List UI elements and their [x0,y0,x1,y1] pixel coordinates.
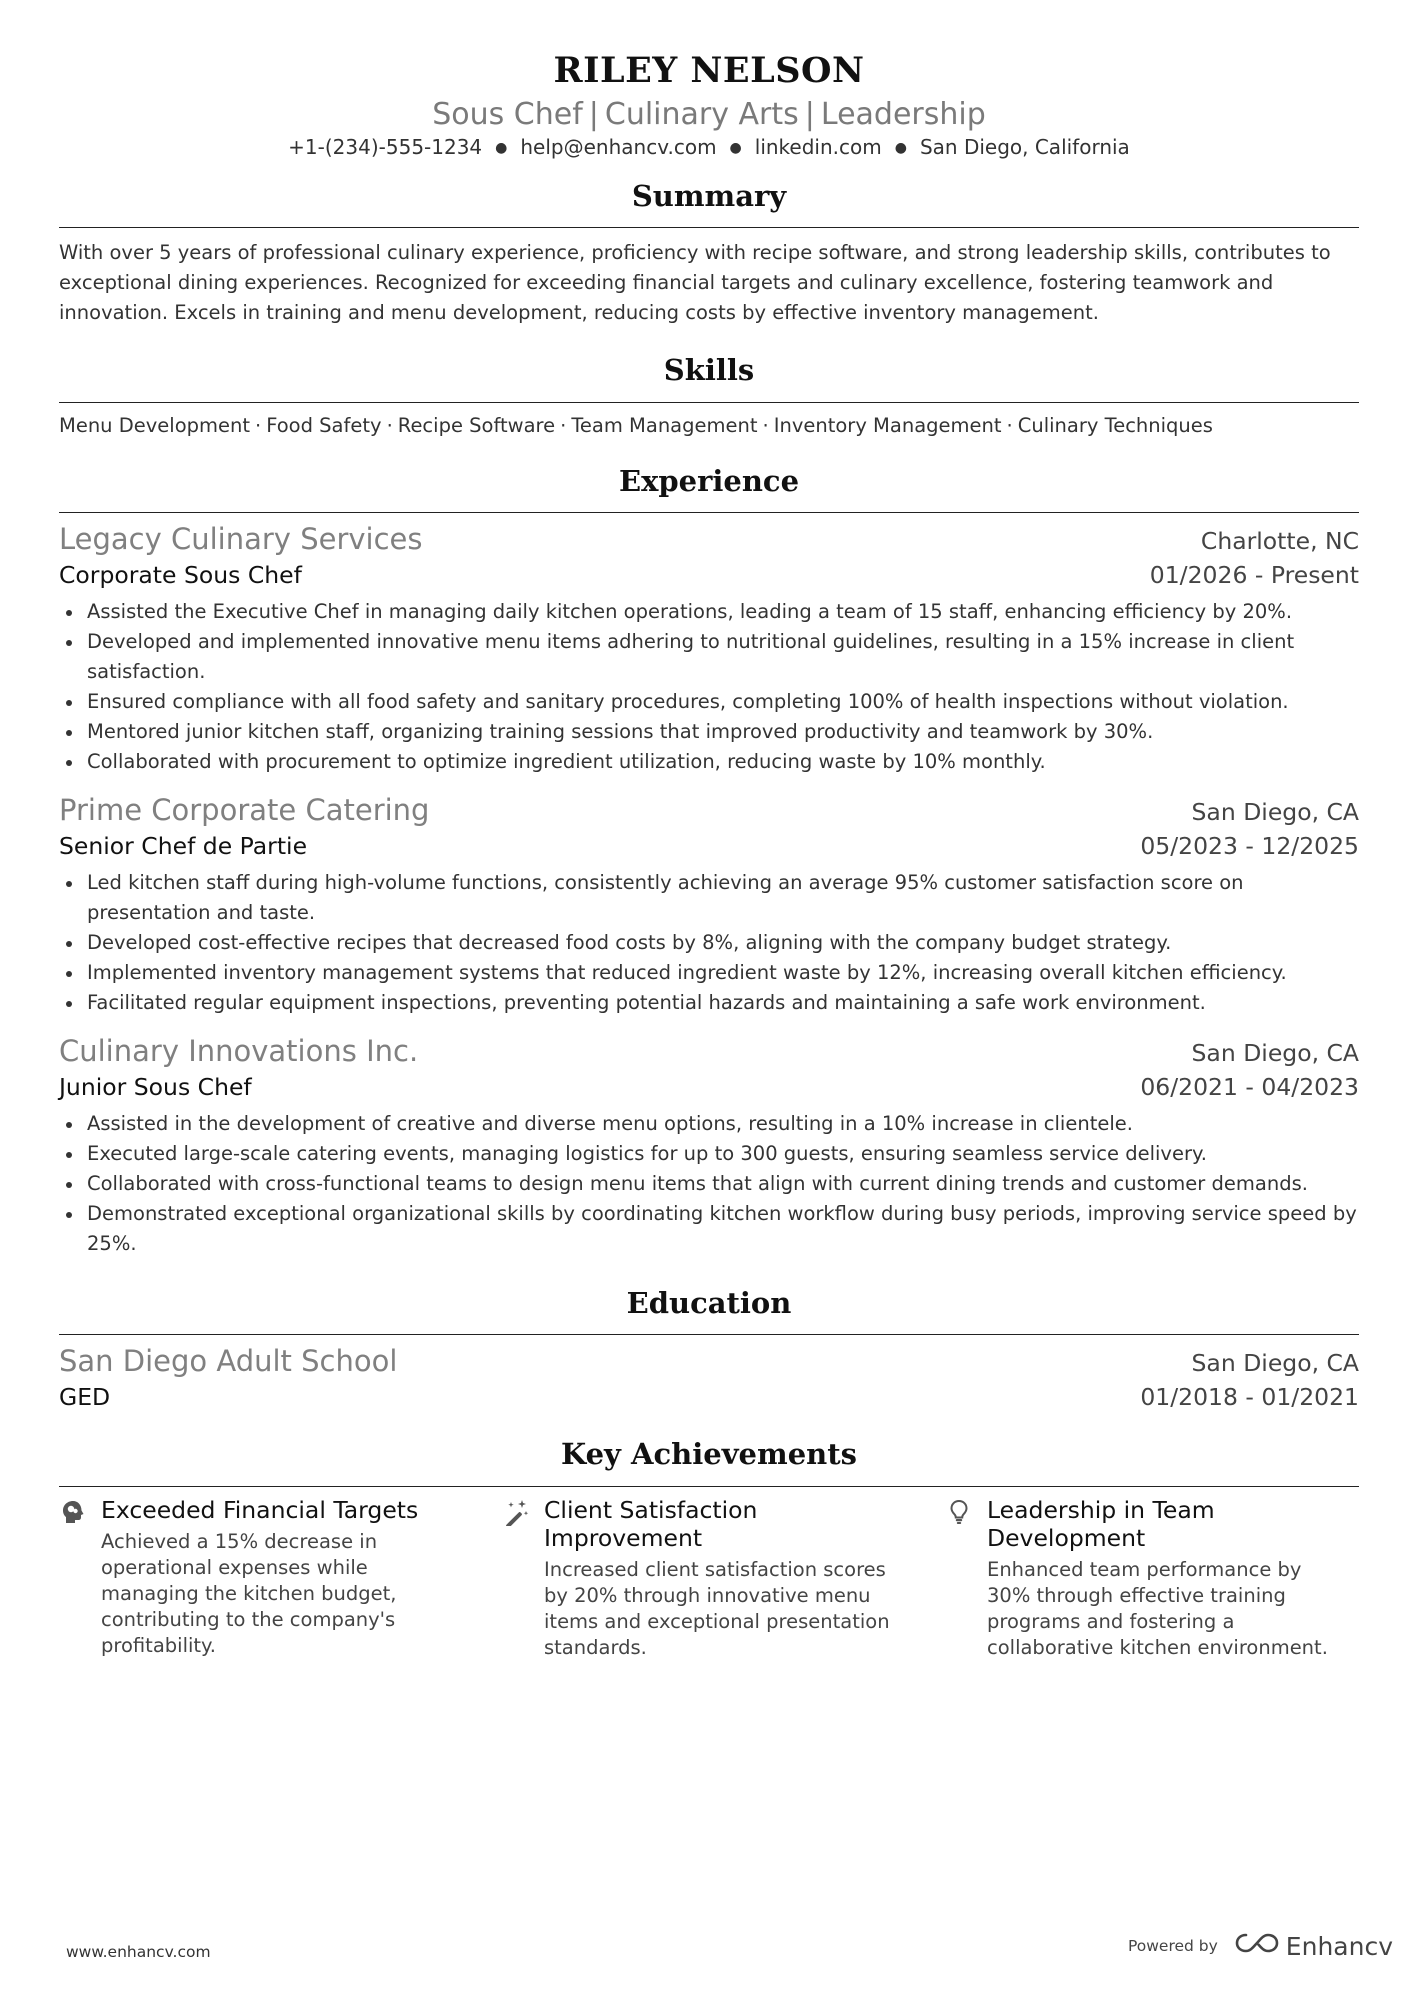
footer-branding [1128,1931,1393,1961]
brand-logo[interactable] [1234,1931,1393,1961]
bullet-separator: ● [894,140,907,156]
job-header [59,790,1359,830]
headline-item: Sous Chef [432,97,583,132]
experience-heading: Experience [618,464,800,498]
company-name: Legacy Culinary Services [59,522,423,556]
section-divider [59,512,1359,513]
powered-by-label: Powered by [1127,1937,1218,1955]
education-heading: Education [626,1286,792,1320]
job-bullets [59,868,1359,1018]
linkedin-link[interactable]: linkedin.com [754,135,882,159]
list-item: Demonstrated exceptional organizational skills by coordinating kitchen workflow during busy periods, improving service speed by 25%. [59,1199,1359,1259]
degree: GED [59,1383,111,1411]
headline [59,95,1359,135]
education-subheader [59,1379,1359,1415]
email-link[interactable]: help@enhancv.com [520,135,717,159]
job-header [59,1031,1359,1071]
bullet-separator: ● [495,140,508,156]
achievement-title: Leadership in Team Development [987,1496,1215,1552]
candidate-name: RILEY NELSON [553,50,865,91]
job-bullets [59,1109,1359,1259]
head-icon [59,1498,87,1526]
skill-item: Team Management [571,414,758,437]
summary-text: With over 5 years of professional culinary experience, proficiency with recipe software, and strong leadership skills, contributes to exceptional dining experiences. Recognized for exceeding financial targets and culinary excellence, fostering teamwork and innovation. Excels in training and menu development, reducing costs by effective inventory management. [59,241,1331,324]
skill-separator: · [386,414,393,437]
headline-item: Leadership [820,97,986,132]
job-location: Charlotte, NC [1200,527,1359,555]
achievement-title: Client Satisfaction Improvement [544,1496,758,1552]
section-divider [59,227,1359,228]
list-item: Implemented inventory management systems that reduced ingredient waste by 12%, increasing overall kitchen efficiency. [59,958,1359,988]
job-bullets [59,597,1359,777]
skill-item: Food Safety [266,414,382,437]
summary-heading: Summary [631,179,787,213]
list-item: Executed large-scale catering events, managing logistics for up to 300 guests, ensuring seamless service delivery. [59,1139,1359,1169]
magic-wand-icon [502,1498,530,1526]
list-item: Developed and implemented innovative menu items adhering to nutritional guidelines, resulting in a 15% increase in client satisfaction. [59,627,1359,687]
list-item: Collaborated with procurement to optimize ingredient utilization, reducing waste by 10% monthly. [59,747,1359,777]
job-title: Senior Chef de Partie [59,832,308,860]
bullet-separator: ● [729,140,742,156]
skills-heading: Skills [663,353,755,387]
list-item: Assisted the Executive Chef in managing daily kitchen operations, leading a team of 15 staff, enhancing efficiency by 20%. [59,597,1359,627]
list-item: Facilitated regular equipment inspections, preventing potential hazards and maintaining a safe work environment. [59,988,1359,1018]
headline-separator: | [804,97,815,132]
school-name: San Diego Adult School [59,1344,398,1378]
headline-separator: | [588,97,599,132]
job-title: Junior Sous Chef [59,1073,252,1101]
skill-item: Inventory Management [773,414,1002,437]
skill-separator: · [560,414,567,437]
lightbulb-icon [945,1498,973,1526]
list-item: Led kitchen staff during high-volume functions, consistently achieving an average 95% customer satisfaction score on presentation and taste. [59,868,1359,928]
list-item: Mentored junior kitchen staff, organizing training sessions that improved productivity and teamwork by 30%. [59,717,1359,747]
education-dates: 01/2018 - 01/2021 [1140,1383,1359,1411]
company-name: Culinary Innovations Inc. [59,1034,419,1068]
job-subheader [59,557,1359,593]
job-dates: 05/2023 - 12/2025 [1140,832,1359,860]
achievement-description: Increased client satisfaction scores by 20% through innovative menu items and exceptional presentation standards. [544,1558,890,1659]
skill-item: Menu Development [59,414,251,437]
achievement-title: Exceeded Financial Targets [101,1496,419,1524]
list-item: Ensured compliance with all food safety and sanitary procedures, completing 100% of health inspections without violation. [59,687,1359,717]
job-location: San Diego, CA [1191,798,1359,826]
section-divider [59,1486,1359,1487]
brand-name: Enhancv [1285,1931,1393,1961]
list-item: Assisted in the development of creative and diverse menu options, resulting in a 10% increase in clientele. [59,1109,1359,1139]
job-title: Corporate Sous Chef [59,561,302,589]
job-dates: 06/2021 - 04/2023 [1140,1073,1359,1101]
phone-number[interactable]: +1-(234)-555-1234 [288,135,483,159]
school-location: San Diego, CA [1191,1349,1359,1377]
achievement-item [945,1496,1345,1661]
contact-line [59,132,1359,163]
section-divider [59,402,1359,403]
skill-separator: · [255,414,262,437]
job-dates: 01/2026 - Present [1149,561,1359,589]
company-name: Prime Corporate Catering [59,793,430,827]
achievement-description: Achieved a 15% decrease in operational expenses while managing the kitchen budget, contributing to the company's profitability. [101,1530,397,1657]
headline-item: Culinary Arts [604,97,799,132]
location-text: San Diego, California [919,135,1130,159]
enhancv-logo-icon [1234,1931,1280,1961]
section-divider [59,1334,1359,1335]
skill-separator: · [1006,414,1013,437]
skill-item: Culinary Techniques [1017,414,1213,437]
list-item: Developed cost-effective recipes that decreased food costs by 8%, aligning with the company budget strategy. [59,928,1359,958]
achievement-description: Enhanced team performance by 30% through effective training programs and fostering a collaborative kitchen environment. [987,1558,1328,1659]
footer-website[interactable]: www.enhancv.com [66,1943,211,1961]
job-subheader [59,1069,1359,1105]
education-header [59,1341,1359,1381]
skills-list [59,411,1359,441]
job-location: San Diego, CA [1191,1039,1359,1067]
achievement-item [59,1496,459,1659]
achievements-heading: Key Achievements [561,1437,857,1471]
list-item: Collaborated with cross-functional teams to design menu items that align with current dining trends and customer demands. [59,1169,1359,1199]
skill-separator: · [762,414,769,437]
skill-item: Recipe Software [397,414,556,437]
job-header [59,519,1359,559]
job-subheader [59,828,1359,864]
achievement-item [502,1496,902,1661]
